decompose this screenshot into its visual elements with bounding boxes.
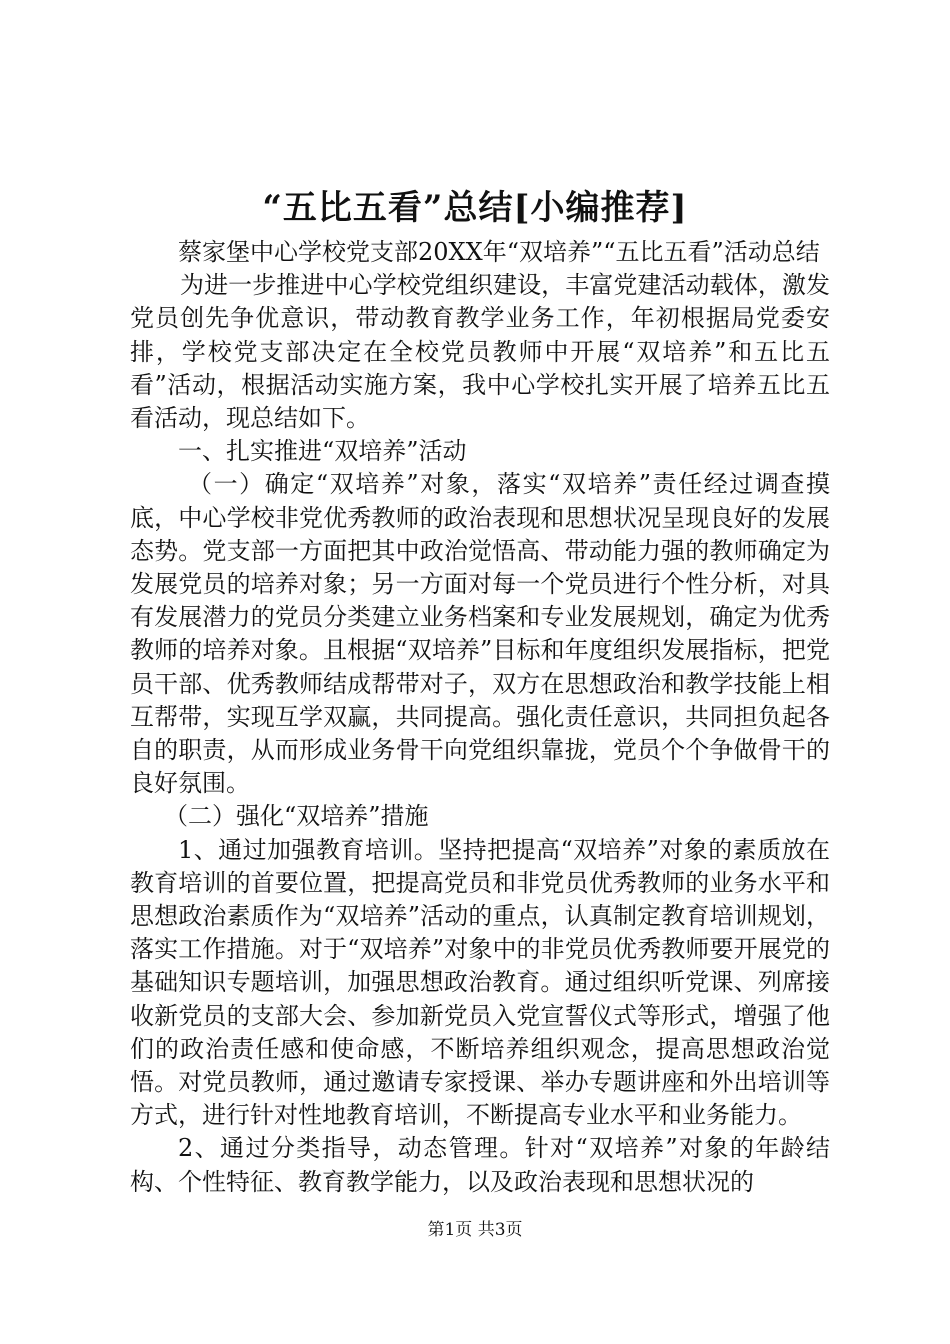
paragraph-item-1: 1、通过加强教育培训。坚持把提高“双培养”对象的素质放在教育培训的首要位置，把提高党员和非党员优秀教师的业务水平和思想政治素质作为“双培养”活动的重点，认真制定教育培训规划，落实工作措施。对于“双培养”对象中的非党员优秀教师要开展党的基础知识专题培训，加强思想政治教育。通过组织听党课、列席接收新党员的支部大会、参加新党员入党宣誓仪式等形式，增强了他们的政治责任感和使命感，不断培养组织观念，提高思想政治觉悟。对党员教师，通过邀请专家授课、举办专题讲座和外出培训等方式，进行针对性地教育培训，不断提高专业水平和业务能力。 xyxy=(130,835,830,1130)
paragraph-subsection-1: （一）确定“双培养”对象，落实“双培养”责任经过调查摸底，中心学校非党优秀教师的政治表现和思想状况呈现良好的发展态势。党支部一方面把其中政治觉悟高、带动能力强的教师确定为发展党员的培养对象；另一方面对每一个党员进行个性分析，对具有发展潜力的党员分类建立业务档案和专业发展规划，确定为优秀教师的培养对象。且根据“双培养”目标和年度组织发展指标，把党员干部、优秀教师结成帮带对子，双方在思想政治和教学技能上相互帮带，实现互学双赢，共同提高。强化责任意识，共同担负起各自的职责，从而形成业务骨干向党组织靠拢，党员个个争做骨干的良好氛围。 xyxy=(130,470,830,798)
document-body xyxy=(130,236,830,1199)
paragraph-preface: 为进一步推进中心学校党组织建设，丰富党建活动载体，激发党员创先争优意识，带动教育教学业务工作，年初根据局党委安排，学校党支部决定在全校党员教师中开展“双培养”和五比五看”活动，根据活动实施方案，我中心学校扎实开展了培养五比五看活动，现总结如下。 xyxy=(130,271,830,433)
document-title: “五比五看”总结[小编推荐] xyxy=(262,188,688,228)
paragraph-intro: 蔡家堡中心学校党支部20XX年“双培养”“五比五看”活动总结 xyxy=(178,238,820,266)
page-footer: 第1页 共3页 xyxy=(427,1220,523,1240)
paragraph-item-2: 2、通过分类指导，动态管理。针对“双培养”对象的年龄结构、个性特征、教育教学能力，以及政治表现和思想状况的 xyxy=(130,1134,830,1196)
section-heading-1: 一、扎实推进“双培养”活动 xyxy=(178,437,467,466)
subsection-heading-2: （二）强化“双培养”措施 xyxy=(164,802,429,831)
